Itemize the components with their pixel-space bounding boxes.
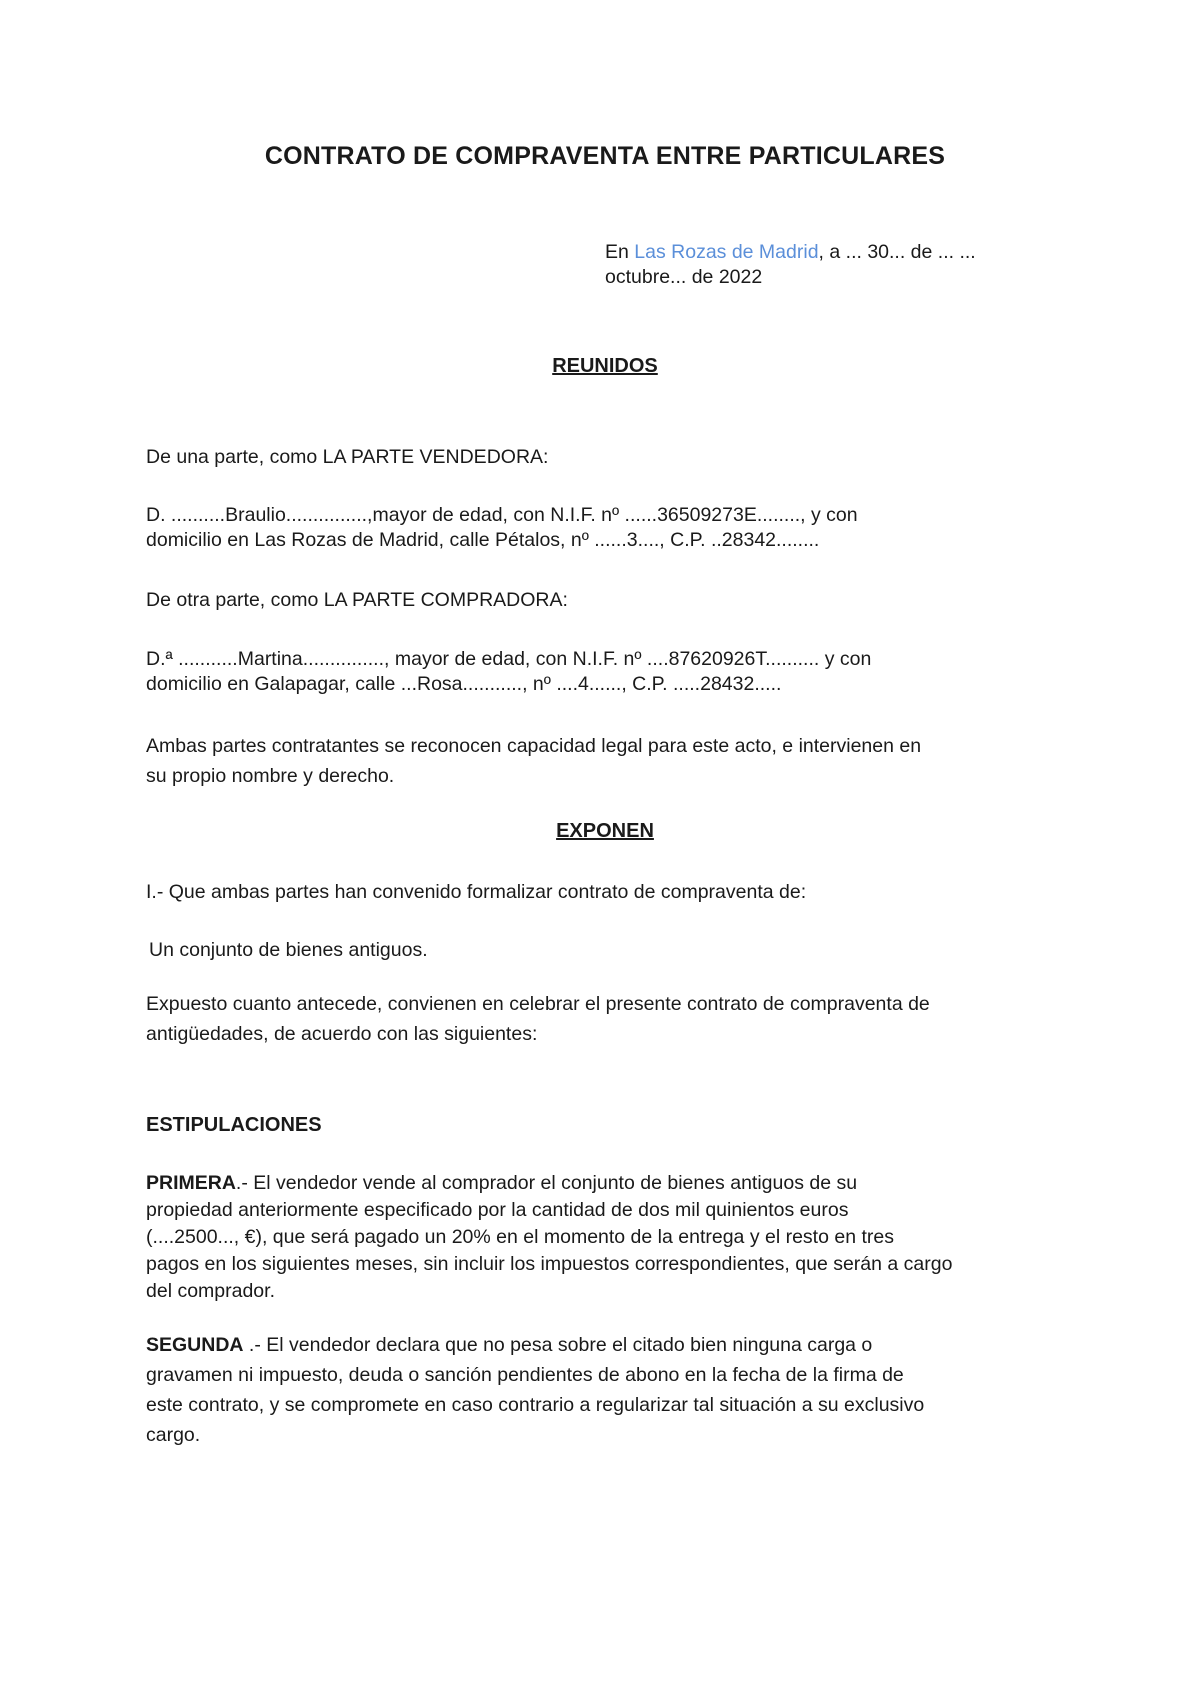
seller-details [146,503,1076,553]
exponen-item-i: I.- Que ambas partes han convenido formalizar contrato de compraventa de: [146,881,807,903]
clause-primera-line-3: (....2500..., €), que será pagado un 20% en el momento de la entrega y el resto en tres [146,1226,894,1248]
buyer-intro: De otra parte, como LA PARTE COMPRADORA: [146,589,568,611]
exponen-object: Un conjunto de bienes antiguos. [149,939,428,961]
clause-primera-line-2: propiedad anteriormente especificado por la cantidad de dos mil quinientos euros [146,1199,849,1221]
capacity-line-1: Ambas partes contratantes se reconocen capacidad legal para este acto, e intervienen en [146,735,922,757]
seller-line-1: D. ..........Braulio...............,mayor de edad, con N.I.F. nº ......36509273E........, y con [146,504,858,526]
exponen-intro-line-2: antigüedades, de acuerdo con las siguientes: [146,1023,538,1045]
exponen-heading: EXPONEN [556,820,654,842]
clause-segunda-line-1: .- El vendedor declara que no pesa sobre el citado bien ninguna carga o [243,1334,873,1356]
place-date [605,240,1065,290]
buyer-line-2: domicilio en Galapagar, calle ...Rosa..........., nº ....4......, C.P. .....28432..... [146,673,782,695]
reunidos-heading: REUNIDOS [552,355,658,377]
place-date-rest: , a ... 30... de ... ... [818,241,976,263]
clause-segunda-line-3: este contrato, y se compromete en caso contrario a regularizar tal situación a su exclusivo [146,1394,925,1416]
exponen-intro-line-1: Expuesto cuanto antecede, convienen en celebrar el presente contrato de compraventa de [146,993,930,1015]
estipulaciones-heading: ESTIPULACIONES [146,1114,322,1136]
clause-primera-line-4: pagos en los siguientes meses, sin incluir los impuestos correspondientes, que serán a cargo [146,1253,953,1275]
place-prefix: En [605,241,635,263]
clause-primera [146,1170,1076,1305]
seller-line-2: domicilio en Las Rozas de Madrid, calle Pétalos, nº ......3...., C.P. ..28342........ [146,529,820,551]
capacity-line-2: su propio nombre y derecho. [146,765,395,787]
clause-primera-line-1: .- El vendedor vende al comprador el conjunto de bienes antiguos de su [235,1172,858,1194]
buyer-line-1: D.ª ...........Martina..............., mayor de edad, con N.I.F. nº ....87620926T.......... y con [146,648,872,670]
clause-segunda-label: SEGUNDA [146,1334,244,1356]
place-date-line2: octubre... de 2022 [605,266,763,288]
clause-primera-line-5: del comprador. [146,1280,275,1302]
clause-segunda-line-4: cargo. [146,1424,201,1446]
clause-segunda-line-2: gravamen ni impuesto, deuda o sanción pendientes de abono en la fecha de la firma de [146,1364,904,1386]
capacity-paragraph [146,731,1076,791]
exponen-intro [146,989,1076,1049]
place-city: Las Rozas de Madrid [634,241,819,263]
document-title: CONTRATO DE COMPRAVENTA ENTRE PARTICULARES [264,142,946,170]
clause-segunda [146,1330,1076,1450]
clause-primera-label: PRIMERA [146,1172,236,1194]
buyer-details [146,647,1076,697]
seller-intro: De una parte, como LA PARTE VENDEDORA: [146,446,549,468]
